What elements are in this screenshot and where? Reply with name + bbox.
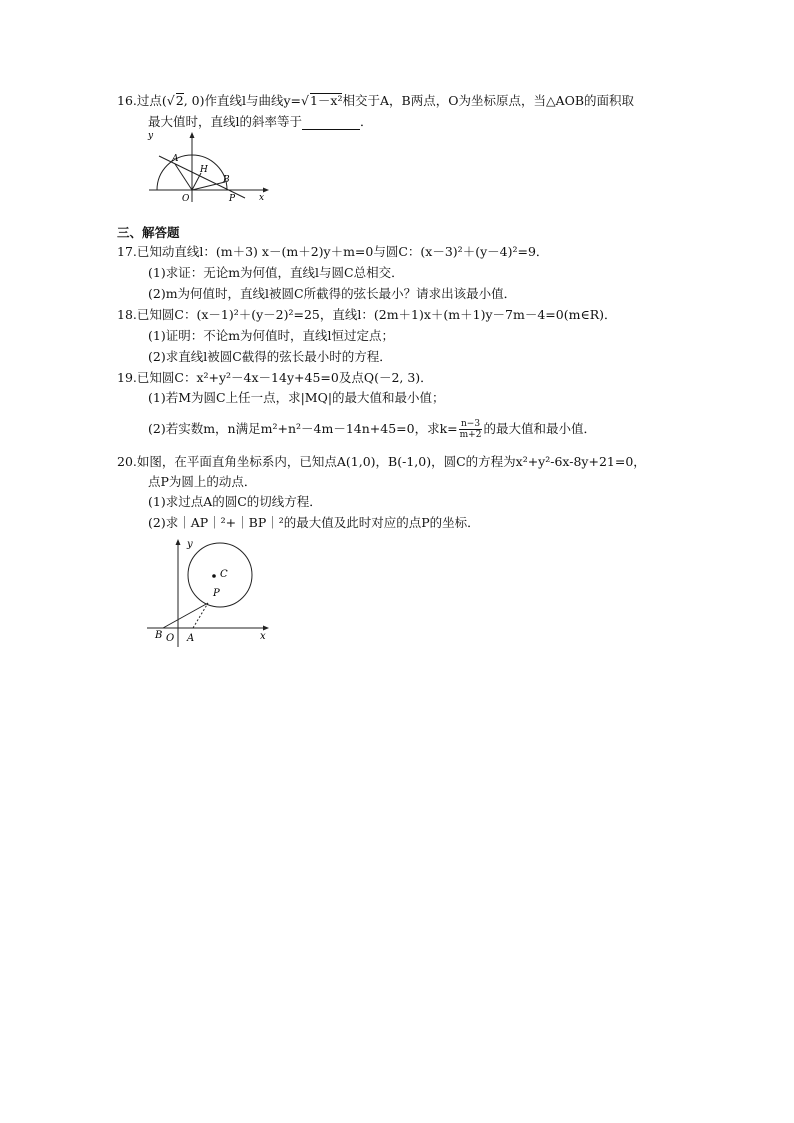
q16-text-e: ． [360,114,373,129]
q16-fig-A-label: A [172,154,179,164]
q19-fraction [459,419,483,440]
q17-part2: (2)m为何值时，直线l被圆C所截得的弦长最小？请求出该最小值． [148,286,517,301]
q16-sqrt2: 2 [175,93,184,108]
q16-fig-B-label: B [223,175,230,185]
q19-part1: (1)若M为圆C上任一点，求|MQ|的最大值和最小值； [148,390,445,405]
q19-part2-text-a: (2)若实数m，n满足m²+n²－4m－14n+45=0，求k= [148,421,458,436]
q18-stem: 18.已知圆C：(x－1)²＋(y－2)²=25，直线l：(2m＋1)x＋(m＋1)y－7m－4=0(m∈R)． [117,307,617,322]
section-title: 三、解答题 [117,225,180,240]
q20-fig-C-label: C [220,569,228,580]
q16-text-b: , 0)作直线l与曲线y= [183,93,301,108]
q16-fig-H-label: H [200,165,208,175]
q16-stem-line2 [148,114,373,130]
q16-figure [145,130,275,206]
q19-part2 [148,419,596,440]
q20-part2: (2)求｜AP｜²+｜BP｜²的最大值及此时对应的点P的坐标． [148,515,480,530]
q20-part1: (1)求过点A的圆C的切线方程． [148,494,322,509]
q16-answer-blank[interactable] [302,117,360,130]
q19-part2-text-b: 的最大值和最小值． [483,421,596,436]
q20-fig-A-label: A [187,633,195,644]
q20-stem-line1: 20.如图，在平面直角坐标系内，已知点A(1,0)，B(-1,0)，圆C的方程为x²+y²-6x-8y+21=0， [117,454,646,469]
q20-fig-O-label: O [166,633,175,644]
q18-part1: (1)证明：不论m为何值时，直线l恒过定点； [148,328,395,343]
q20-fig-y-label: y [187,539,193,550]
q16-fig-y-label: y [148,131,154,141]
q20-fig-P-label: P [213,588,220,599]
q17-stem: 17.已知动直线l：(m＋3) x－(m＋2)y＋m=0与圆C：(x－3)²＋(y－4)²=9． [117,244,549,259]
q19-frac-numerator: n−3 [459,419,483,430]
q19-frac-denominator: m+2 [459,430,482,440]
q16-sqrt-expr: 1－x² [309,93,343,108]
q16-fig-x-label: x [259,193,265,203]
q16-text-a: 16.过点( [117,93,167,108]
q20-fig-B-label: B [155,630,163,641]
q20-fig-x-label: x [260,631,266,642]
q16-fig-P-label: P [229,194,236,204]
q16-text-c: 相交于A，B两点，O为坐标原点，当△AOB的面积取 [342,93,635,108]
q16-stem-line1: 16.过点(√2, 0)作直线l与曲线y=√1－x²相交于A，B两点，O为坐标原点，当△AOB的面积取 [117,93,635,108]
q20-stem-line2: 点P为圆上的动点． [148,474,257,489]
q20-figure [145,535,277,650]
q18-part2: (2)求直线l被圆C截得的弦长最小时的方程． [148,349,392,364]
q16-text-d: 最大值时，直线l的斜率等于 [148,114,302,129]
q19-stem: 19.已知圆C：x²+y²－4x－14y+45=0及点Q(－2, 3)． [117,370,433,385]
q17-part1: (1)求证：无论m为何值，直线l与圆C总相交． [148,265,404,280]
q16-fig-O-label: O [182,194,190,204]
